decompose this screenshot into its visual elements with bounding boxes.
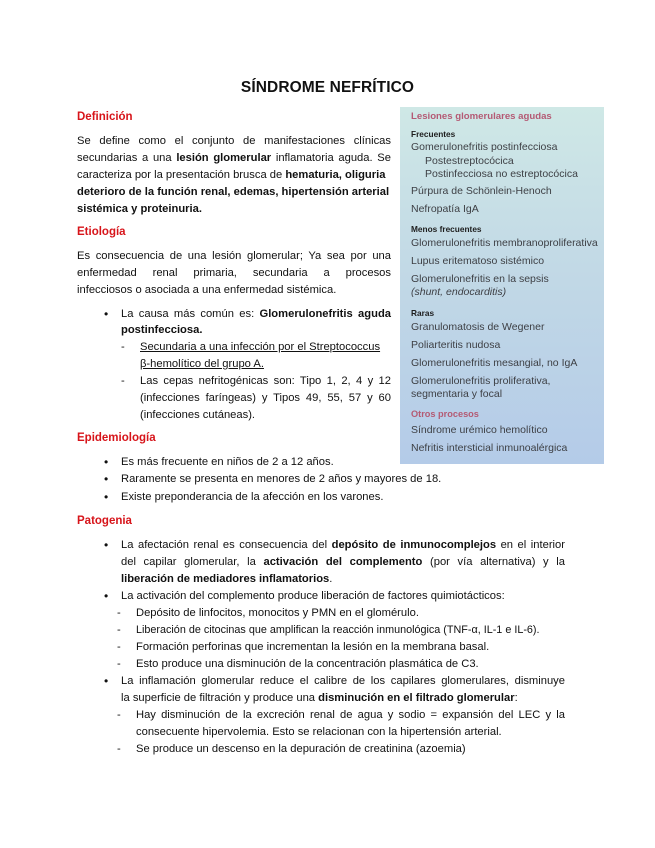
etiologia-line-2: enfermedad renal primaria, secundaria a procesos <box>77 267 391 279</box>
bullet-icon: • <box>104 490 109 504</box>
sidebox-group-frecuentes: Frecuentes <box>411 129 456 139</box>
etiologia-dash-2-line-2: (infecciones faríngeas) y Tipos 49, 55, 57 y 60 <box>140 392 391 404</box>
epidemiologia-bullet-1: Es más frecuente en niños de 2 a 12 años. <box>121 456 334 468</box>
bullet-icon: • <box>104 307 109 321</box>
etiologia-dash-1-line-1: Secundaria a una infección por el Streptococcus <box>140 341 381 353</box>
patogenia-b3-line-2: la superficie de filtración y produce una disminución en el filtrado glomerular: <box>121 692 518 704</box>
dash-icon: - <box>117 641 121 653</box>
sidebox-item: Postestreptocócica <box>425 155 514 167</box>
definicion-line-3: caracteriza por la presentación brusca de hematuria, oliguria <box>77 169 386 181</box>
etiologia-dash-2-line-1: Las cepas nefritogénicas son: Tipo 1, 2, 4 y 12 <box>140 375 391 387</box>
definicion-line-5: sistémica y proteinuria. <box>77 203 202 215</box>
sidebox-item: Glomerulonefritis en la sepsis <box>411 273 549 285</box>
dash-icon: - <box>117 607 121 619</box>
epidemiologia-bullet-2: Raramente se presenta en menores de 2 años y mayores de 18. <box>121 473 442 485</box>
etiologia-bullet-line-2: postinfecciosa. <box>121 324 203 336</box>
sidebox-item: Poliarteritis nudosa <box>411 339 501 351</box>
sidebox-item: Púrpura de Schönlein-Henoch <box>411 185 552 197</box>
sidebox-group-otros: Otros procesos <box>411 409 479 419</box>
sidebox-item: Nefropatía IgA <box>411 203 479 215</box>
etiologia-dash-2-line-3: (infecciones cutáneas). <box>140 409 256 421</box>
bullet-icon: • <box>104 589 109 603</box>
sidebox-item: Gomerulonefritis postinfecciosa <box>411 141 558 153</box>
sidebox-item: (shunt, endocarditis) <box>411 286 507 298</box>
etiologia-dash-1-line-2: β-hemolítico del grupo A. <box>140 358 264 370</box>
patogenia-b3-dash-2: Se produce un descenso en la depuración de creatinina (azoemia) <box>136 743 466 755</box>
sidebox-item: Glomerulonefritis membranoproliferativa <box>411 237 598 249</box>
dash-icon: - <box>121 375 125 387</box>
etiologia-bullet-line-1: La causa más común es: Glomerulonefritis aguda <box>121 308 391 320</box>
sidebox-item: Síndrome urémico hemolítico <box>411 424 548 436</box>
sidebox-item: Glomerulonefritis mesangial, no IgA <box>411 357 578 369</box>
dash-icon: - <box>121 341 125 353</box>
epidemiologia-bullet-3: Existe preponderancia de la afección en los varones. <box>121 491 384 503</box>
dash-icon: - <box>117 743 121 755</box>
lesiones-glomerulares-table <box>400 107 604 464</box>
bullet-icon: • <box>104 455 109 469</box>
definicion-line-1: Se define como el conjunto de manifestaciones clínicas <box>77 135 391 147</box>
sidebox-group-raras: Raras <box>411 308 435 318</box>
patogenia-b2-dash-1: Depósito de linfocitos, monocitos y PMN en el glomérulo. <box>136 607 419 619</box>
sidebox-item: Postinfecciosa no estreptocócica <box>425 168 578 180</box>
dash-icon: - <box>117 658 121 670</box>
heading-etiologia: Etiología <box>77 226 126 238</box>
heading-epidemiologia: Epidemiología <box>77 432 156 444</box>
patogenia-b2-dash-2: Liberación de citocinas que amplifican la reacción inmunológica (TNF-α, IL-1 e IL-6). <box>136 624 540 636</box>
sidebox-item: Lupus eritematoso sistémico <box>411 255 545 267</box>
patogenia-b3-dash-1-line-2: consecuente hipervolemia. Esto se relacionan con la hipertensión arterial. <box>136 726 502 738</box>
sidebox-title: Lesiones glomerulares agudas <box>411 111 552 122</box>
bullet-icon: • <box>104 472 109 486</box>
dash-icon: - <box>117 709 121 721</box>
sidebox-item: Nefritis intersticial inmunoalérgica <box>411 442 568 454</box>
patogenia-b1-line-2: del capilar glomerular, la activación del complemento (por vía alternativa) y la <box>121 556 565 568</box>
definicion-line-2: secundarias a una lesión glomerular inflamatoria aguda. Se <box>77 152 391 164</box>
etiologia-line-1: Es consecuencia de una lesión glomerular; Ya sea por una <box>77 250 391 262</box>
etiologia-line-3: infecciosos o asociada a una enfermedad sistémica. <box>77 284 337 296</box>
bullet-icon: • <box>104 538 109 552</box>
patogenia-b3-line-1: La inflamación glomerular reduce el calibre de los capilares glomerulares, disminuye <box>121 675 565 687</box>
patogenia-b3-dash-1-line-1: Hay disminución de la excreción renal de agua y sodio = expansión del LEC y la <box>136 709 565 721</box>
heading-definicion: Definición <box>77 111 133 123</box>
definicion-line-4: deterioro de la función renal, edemas, hipertensión arterial <box>77 186 390 198</box>
heading-patogenia: Patogenia <box>77 515 132 527</box>
dash-icon: - <box>117 624 121 636</box>
bullet-icon: • <box>104 674 109 688</box>
patogenia-b2-dash-4: Esto produce una disminución de la concentración plasmática de C3. <box>136 658 479 670</box>
page-title: SÍNDROME NEFRÍTICO <box>240 79 415 96</box>
patogenia-b2-dash-3: Formación perforinas que incrementan la lesión en la membrana basal. <box>136 641 490 653</box>
patogenia-b1-line-3: liberación de mediadores inflamatorios. <box>121 573 333 585</box>
sidebox-group-menos-frecuentes: Menos frecuentes <box>411 224 482 234</box>
sidebox-item: Glomerulonefritis proliferativa, <box>411 375 551 387</box>
sidebox-item: segmentaria y focal <box>411 388 503 400</box>
patogenia-b2: La activación del complemento produce liberación de factores quimiotácticos: <box>121 590 505 602</box>
sidebox-item: Granulomatosis de Wegener <box>411 321 545 333</box>
patogenia-b1-line-1: La afectación renal es consecuencia del depósito de inmunocomplejos en el interior <box>121 539 565 551</box>
